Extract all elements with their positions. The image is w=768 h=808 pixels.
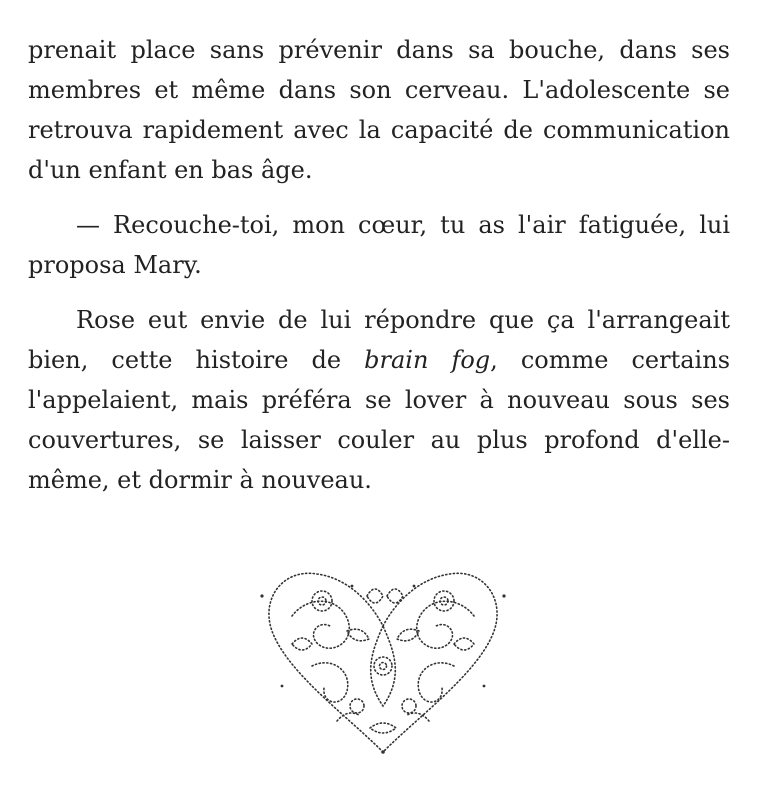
- paragraph-rose-before: Rose eut envie de lui répondre que ça l'arrangeait bien, cette histoire de: [28, 306, 730, 374]
- italic-term: brain fog: [364, 346, 491, 374]
- paragraph-rose-after: , comme certains l'appelaient, mais préféra se lover à nouveau sous ses couvertures, se laisser couler au plus profond d'elle-même, et dormir à nouveau.: [28, 346, 731, 494]
- paragraph-continuation: prenait place sans prévenir dans sa bouche, dans ses membres et même dans son cerveau. L'adolescente se retrouva rapidement avec la capacité de communication d'un enfant en bas âge.: [28, 36, 730, 184]
- floral-heart-icon: [252, 556, 514, 756]
- paragraph-dialogue: — Recouche-toi, mon cœur, tu as l'air fatiguée, lui proposa Mary.: [28, 211, 730, 279]
- paragraph-rose: [28, 300, 730, 500]
- book-page-text: [28, 30, 730, 515]
